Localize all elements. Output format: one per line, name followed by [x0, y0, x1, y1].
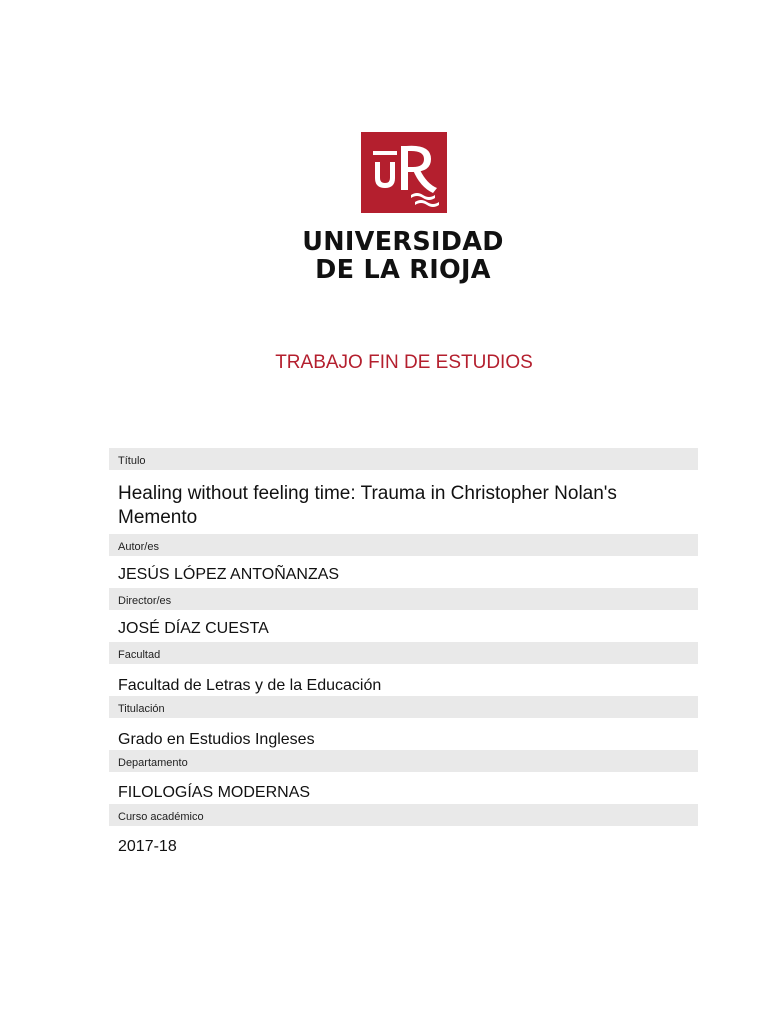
facultad-value: Facultad de Letras y de la Educación — [118, 677, 382, 694]
ur-monogram-icon — [361, 132, 447, 213]
curso-label: Curso académico — [109, 804, 698, 826]
university-name-line1: UNIVERSIDAD — [302, 227, 504, 257]
autor-value: JESÚS LÓPEZ ANTOÑANZAS — [118, 566, 340, 583]
autor-label: Autor/es — [109, 534, 698, 556]
curso-value: 2017-18 — [118, 838, 177, 855]
departamento-value: FILOLOGÍAS MODERNAS — [118, 784, 311, 801]
director-label: Director/es — [109, 588, 698, 610]
titulacion-label: Titulación — [109, 696, 698, 718]
titulo-value: Healing without feeling time: Trauma in Christopher Nolan's Memento — [118, 483, 617, 528]
titulacion-value: Grado en Estudios Ingleses — [118, 731, 315, 748]
facultad-label: Facultad — [109, 642, 698, 664]
director-value: JOSÉ DÍAZ CUESTA — [118, 620, 269, 637]
university-name — [230, 228, 576, 284]
university-name-line2: DE LA RIOJA — [315, 255, 491, 285]
document-type-heading: TRABAJO FIN DE ESTUDIOS — [275, 352, 533, 373]
titulo-label: Título — [109, 448, 698, 470]
departamento-label: Departamento — [109, 750, 698, 772]
university-logo-emblem — [361, 132, 447, 213]
